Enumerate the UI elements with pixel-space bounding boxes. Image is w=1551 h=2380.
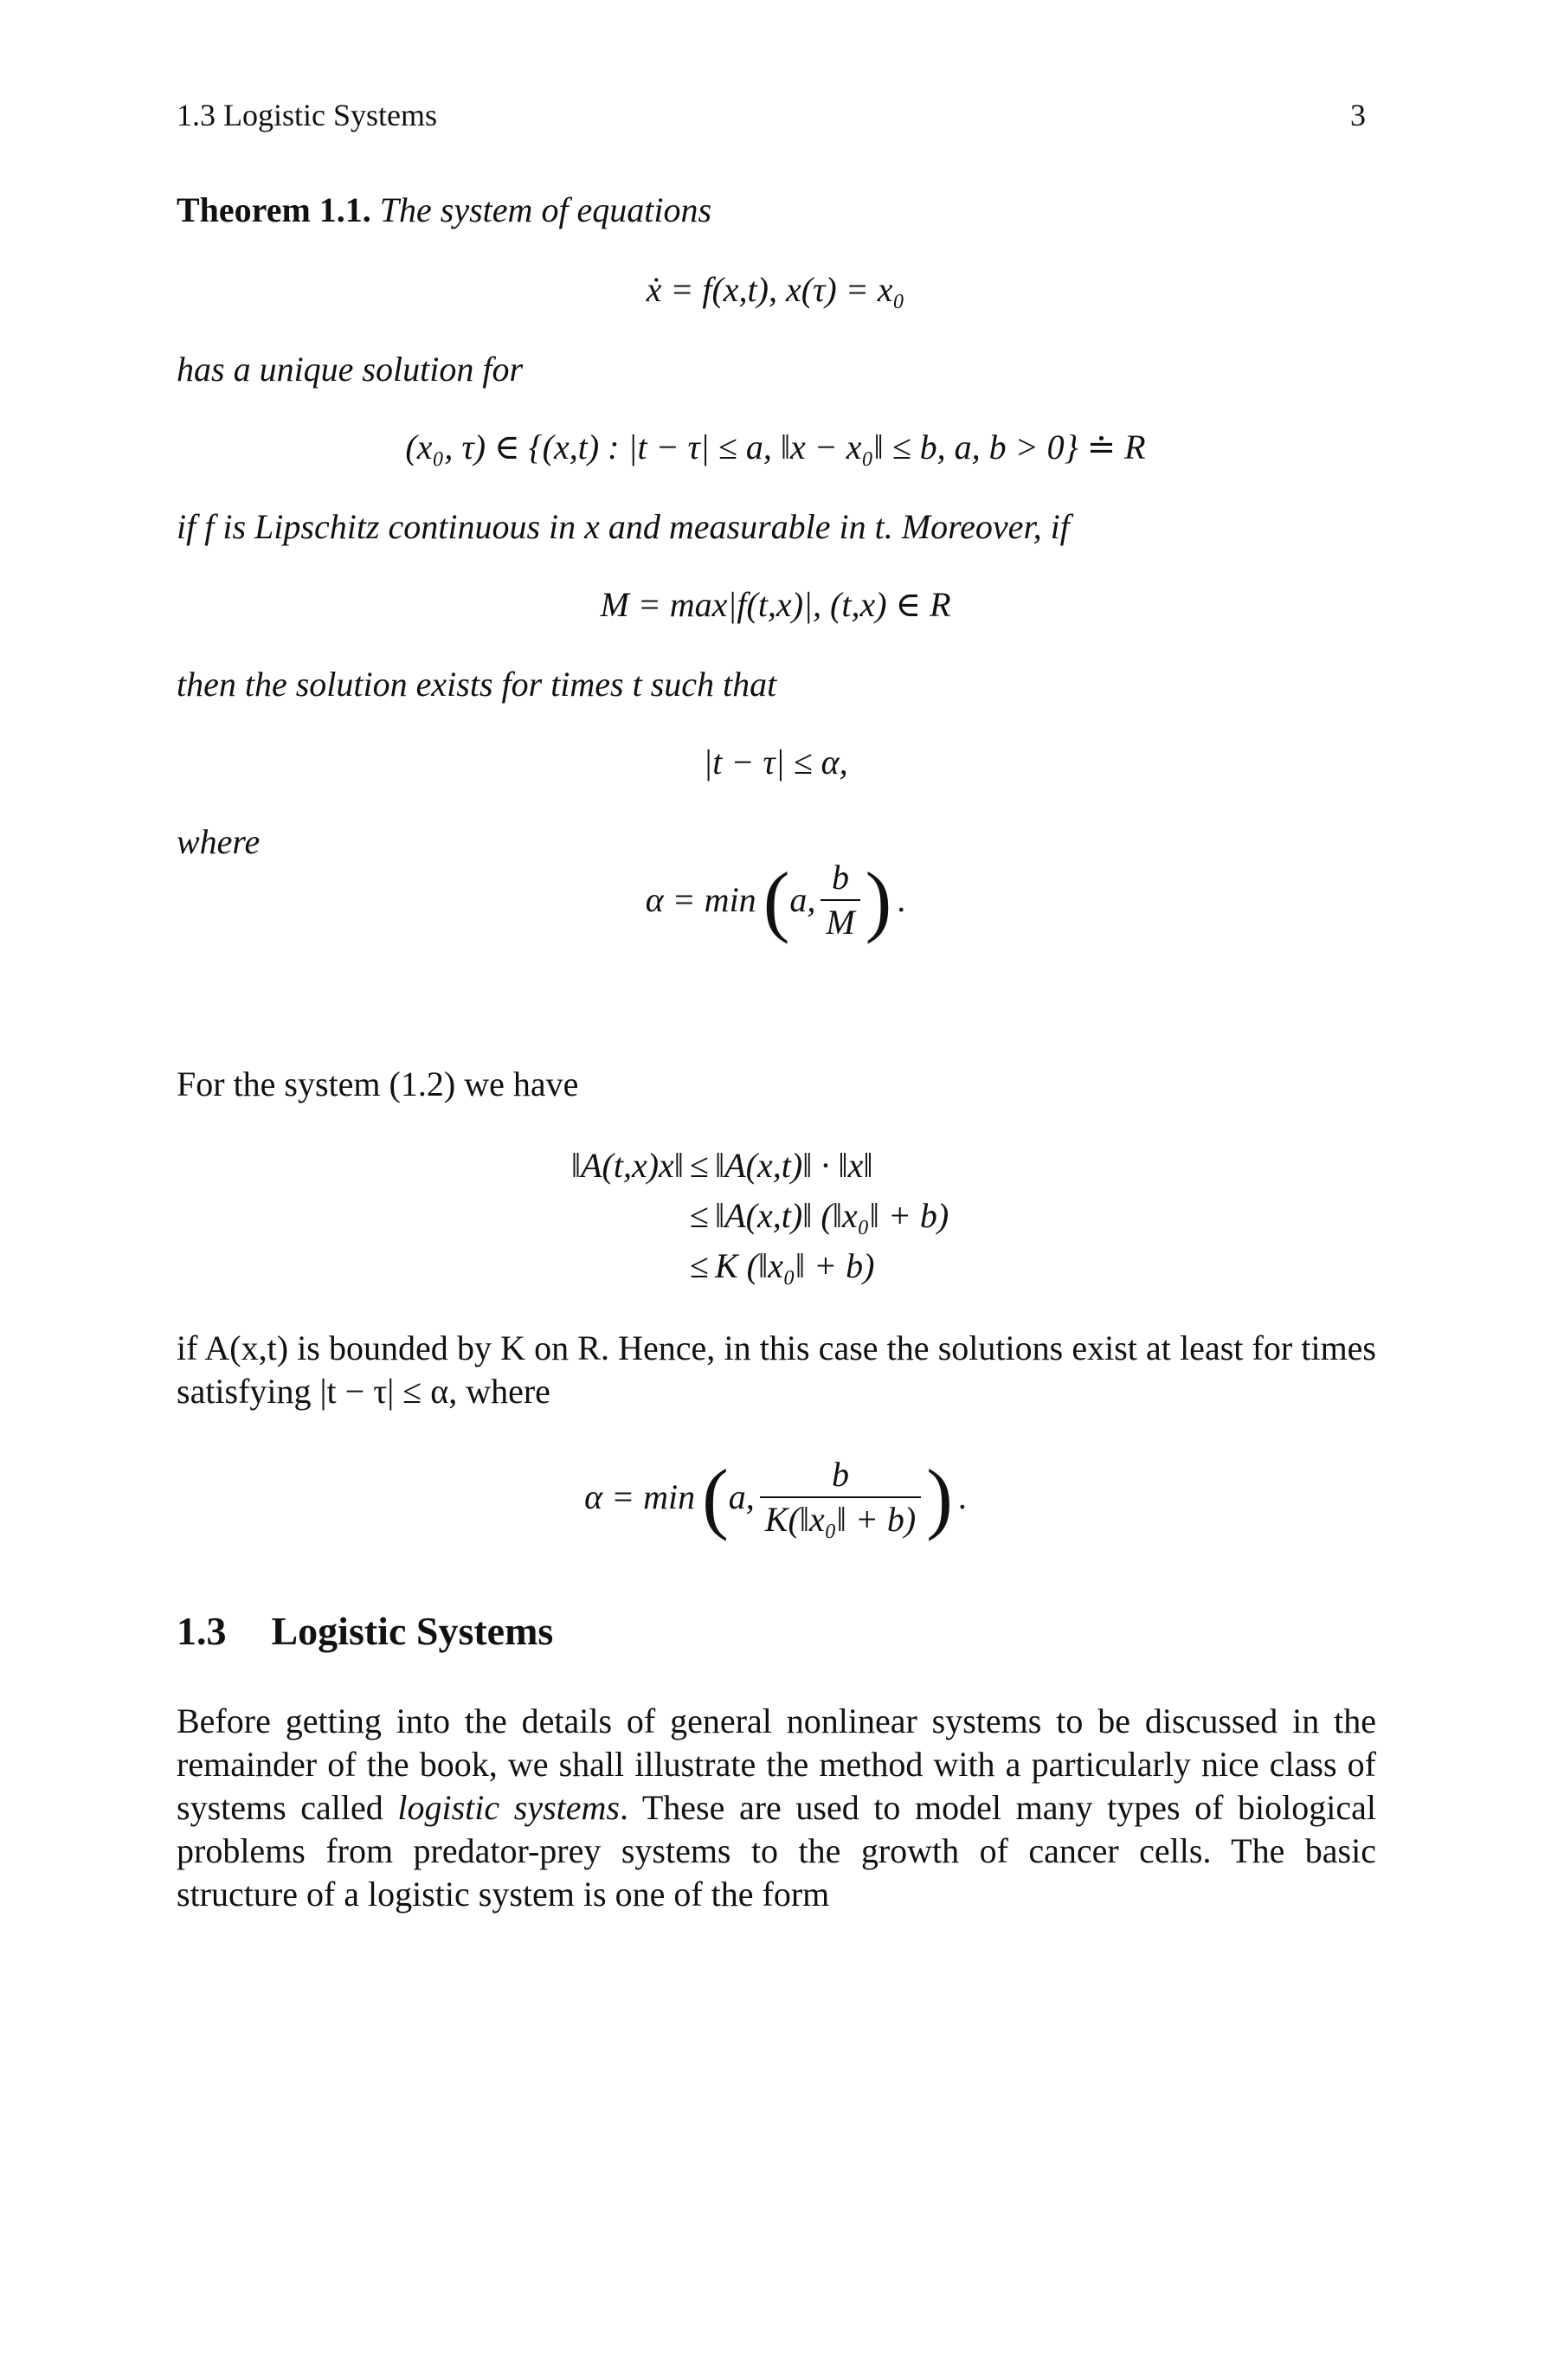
- equation-alpha-min: [0, 848, 1551, 952]
- equation-alpha-min-k: [0, 1445, 1551, 1549]
- eq6-left-paren: (: [702, 1453, 729, 1541]
- eq5-a: a,: [789, 880, 816, 919]
- paragraph-logistic: [177, 1700, 1376, 1916]
- equation-interval: |t − τ| ≤ α,: [703, 743, 848, 782]
- inequality-rel-1: ≤: [690, 1146, 709, 1185]
- theorem-text-lipschitz: if f is Lipschitz continuous in x and measurable in t. Moreover, if: [177, 507, 1070, 546]
- eq5-fraction: [821, 858, 859, 942]
- inequality-rel-2: ≤: [690, 1196, 709, 1235]
- equation-ivp: ẋ = f(x,t), x(τ) = x₀: [646, 270, 905, 309]
- eq6-lhs: α = min: [584, 1477, 696, 1516]
- eq6-right-paren: ): [926, 1453, 953, 1541]
- theorem-label: Theorem 1.1.: [177, 190, 371, 229]
- eq6-a: a,: [728, 1477, 755, 1516]
- emphasis-logistic-systems: logistic systems: [397, 1788, 620, 1827]
- eq5-right-paren: ): [865, 856, 892, 944]
- theorem-statement-start: [177, 189, 711, 232]
- paragraph-bounded: if A(x,t) is bounded by K on R. Hence, in this case the solutions exist at least for times satisfying |t − τ| ≤ α, where: [177, 1328, 1376, 1411]
- eq6-numerator: b: [832, 1455, 849, 1494]
- eq6-denominator: K(‖x₀‖ + b): [760, 1496, 921, 1540]
- section-title: Logistic Systems: [271, 1609, 554, 1653]
- eq6-fraction: [760, 1455, 921, 1540]
- eq6-period: .: [957, 1477, 967, 1516]
- section-heading: [177, 1608, 553, 1654]
- equation-m-max: M = max|f(t,x)|, (t,x) ∈ R: [600, 585, 951, 624]
- inequality-rhs-3: K (‖x₀‖ + b): [715, 1246, 875, 1285]
- eq5-period: .: [897, 880, 906, 919]
- theorem-text-exists: then the solution exists for times t such that: [177, 665, 777, 704]
- inequality-rhs-1: ‖A(x,t)‖ · ‖x‖: [715, 1146, 873, 1185]
- eq5-lhs: α = min: [645, 880, 756, 919]
- eq5-denominator: M: [821, 899, 859, 942]
- inequality-rhs-2: ‖A(x,t)‖ (‖x₀‖ + b): [715, 1196, 949, 1235]
- theorem-intro: The system of equations: [379, 190, 712, 229]
- paragraph-logistic-part-2: . These are used to model many types of biological problems from predator-prey systems to the growth of cancer cells. The basic structure of a logistic system is one of the form: [177, 1788, 1377, 1914]
- theorem-text-where: where: [177, 822, 261, 861]
- page-number: 3: [1350, 98, 1366, 132]
- theorem-text-unique: has a unique solution for: [177, 350, 524, 389]
- inequality-rel-3: ≤: [690, 1246, 709, 1285]
- section-number: 1.3: [177, 1609, 227, 1653]
- aligned-inequalities: [530, 1141, 949, 1291]
- paragraph-logistic-part-1: Before getting into the details of general nonlinear systems to be discussed in the remainder of the book, we shall illustrate the method with a particularly nice class of systems called: [177, 1701, 1376, 1827]
- equation-domain-r: (x₀, τ) ∈ {(x,t) : |t − τ| ≤ a, ‖x − x₀‖ ≤ b, a, b > 0} ≐ R: [405, 428, 1146, 466]
- eq5-numerator: b: [831, 858, 849, 897]
- inequality-row-1: [530, 1141, 949, 1191]
- inequality-row-3: [530, 1241, 949, 1291]
- eq5-left-paren: (: [763, 856, 790, 944]
- running-header-section: 1.3 Logistic Systems: [177, 98, 438, 132]
- inequality-lhs: ‖A(t,x)x‖: [570, 1146, 684, 1185]
- paragraph-system-intro: For the system (1.2) we have: [177, 1065, 579, 1103]
- inequality-row-2: [530, 1191, 949, 1241]
